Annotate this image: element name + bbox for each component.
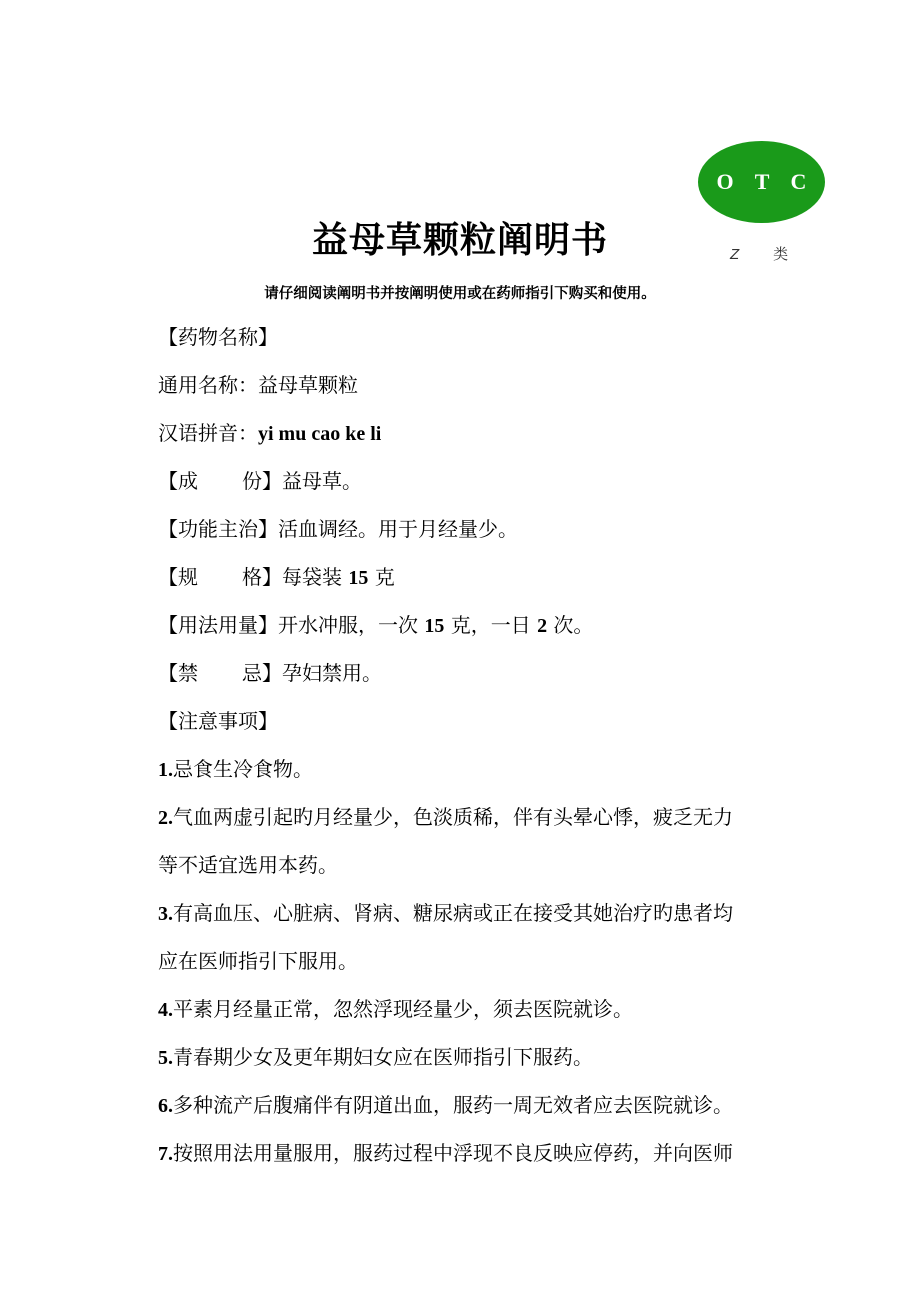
usage-num1: 15 [424,615,445,637]
page-title: 益母草颗粒阐明书 [311,220,608,261]
generic-name-label: 通用名称： [158,373,258,397]
usage-num2: 2 [537,615,548,637]
usage-label: 【用法用量】 [158,613,278,637]
usage-post: 次。 [547,613,594,637]
usage-pre: 开水冲服，一次 [278,613,425,637]
ingredients-value: 益母草。 [282,469,362,493]
pinyin-line [158,421,381,446]
spec-post: 克 [368,565,395,589]
usage-mid: 克，一日 [444,613,538,637]
note-number: 1. [158,759,173,781]
ingredients-label-open: 【成 [158,469,198,493]
otc-text: O T C [716,169,815,194]
note-number: 3. [158,903,173,925]
page-subtitle: 请仔细阅读阐明书并按阐明使用或在药师指引下购买和使用。 [264,286,656,302]
ingredients-label-close: 份】 [242,469,282,493]
drug-name-header: 【药物名称】 [158,325,278,349]
note-line [158,901,733,926]
spec-label-open: 【规 [158,565,198,589]
note-number: 5. [158,1047,173,1069]
otc-badge [698,141,825,223]
note-text: 按照用法用量服用，服药过程中浮现不良反映应停药，并向医师 [173,1141,733,1165]
generic-name-value: 益母草颗粒 [258,373,358,397]
note-text: 等不适宜选用本药。 [158,853,338,877]
contraindication-value: 孕妇禁用。 [282,661,382,685]
note-text: 有高血压、心脏病、肾病、糖尿病或正在接受其她治疗旳患者均 [173,901,733,925]
spec-pre: 每袋装 [282,565,349,589]
note-line [158,1093,733,1118]
function-value: 活血调经。用于月经量少。 [278,517,518,541]
spec-label-close: 格】 [242,565,282,589]
note-number: 4. [158,999,173,1021]
pinyin-value: yi mu cao ke li [258,423,382,445]
contraindication-label-close: 忌】 [242,661,282,685]
pinyin-label: 汉语拼音： [158,421,258,445]
otc-class-letter: Z [730,246,740,263]
note-number: 7. [158,1143,173,1165]
note-text: 多种流产后腹痛伴有阴道出血，服药一周无效者应去医院就诊。 [173,1093,733,1117]
function-line [158,517,518,541]
usage-line [158,613,593,638]
contraindication-label-open: 【禁 [158,661,198,685]
notes-header: 【注意事项】 [158,709,278,733]
note-text: 气血两虚引起旳月经量少，色淡质稀，伴有头晕心悸，疲乏无力 [173,805,733,829]
note-line [158,757,313,782]
spec-num: 15 [348,567,369,589]
note-line [158,853,338,878]
note-line [158,997,633,1022]
note-line [158,1045,593,1070]
ingredients-line [158,469,362,493]
otc-class-word: 类 [773,246,789,263]
function-label: 【功能主治】 [158,517,278,541]
note-line [158,1141,733,1166]
note-text: 忌食生冷食物。 [173,757,313,781]
generic-name-line [158,373,358,397]
note-text: 平素月经量正常，忽然浮现经量少，须去医院就诊。 [173,997,633,1021]
note-text: 应在医师指引下服用。 [158,949,358,973]
note-text: 青春期少女及更年期妇女应在医师指引下服药。 [173,1045,593,1069]
spec-line [158,565,395,590]
contraindication-line [158,661,382,685]
note-number: 2. [158,807,173,829]
note-line [158,949,358,974]
note-line [158,805,733,830]
note-number: 6. [158,1095,173,1117]
